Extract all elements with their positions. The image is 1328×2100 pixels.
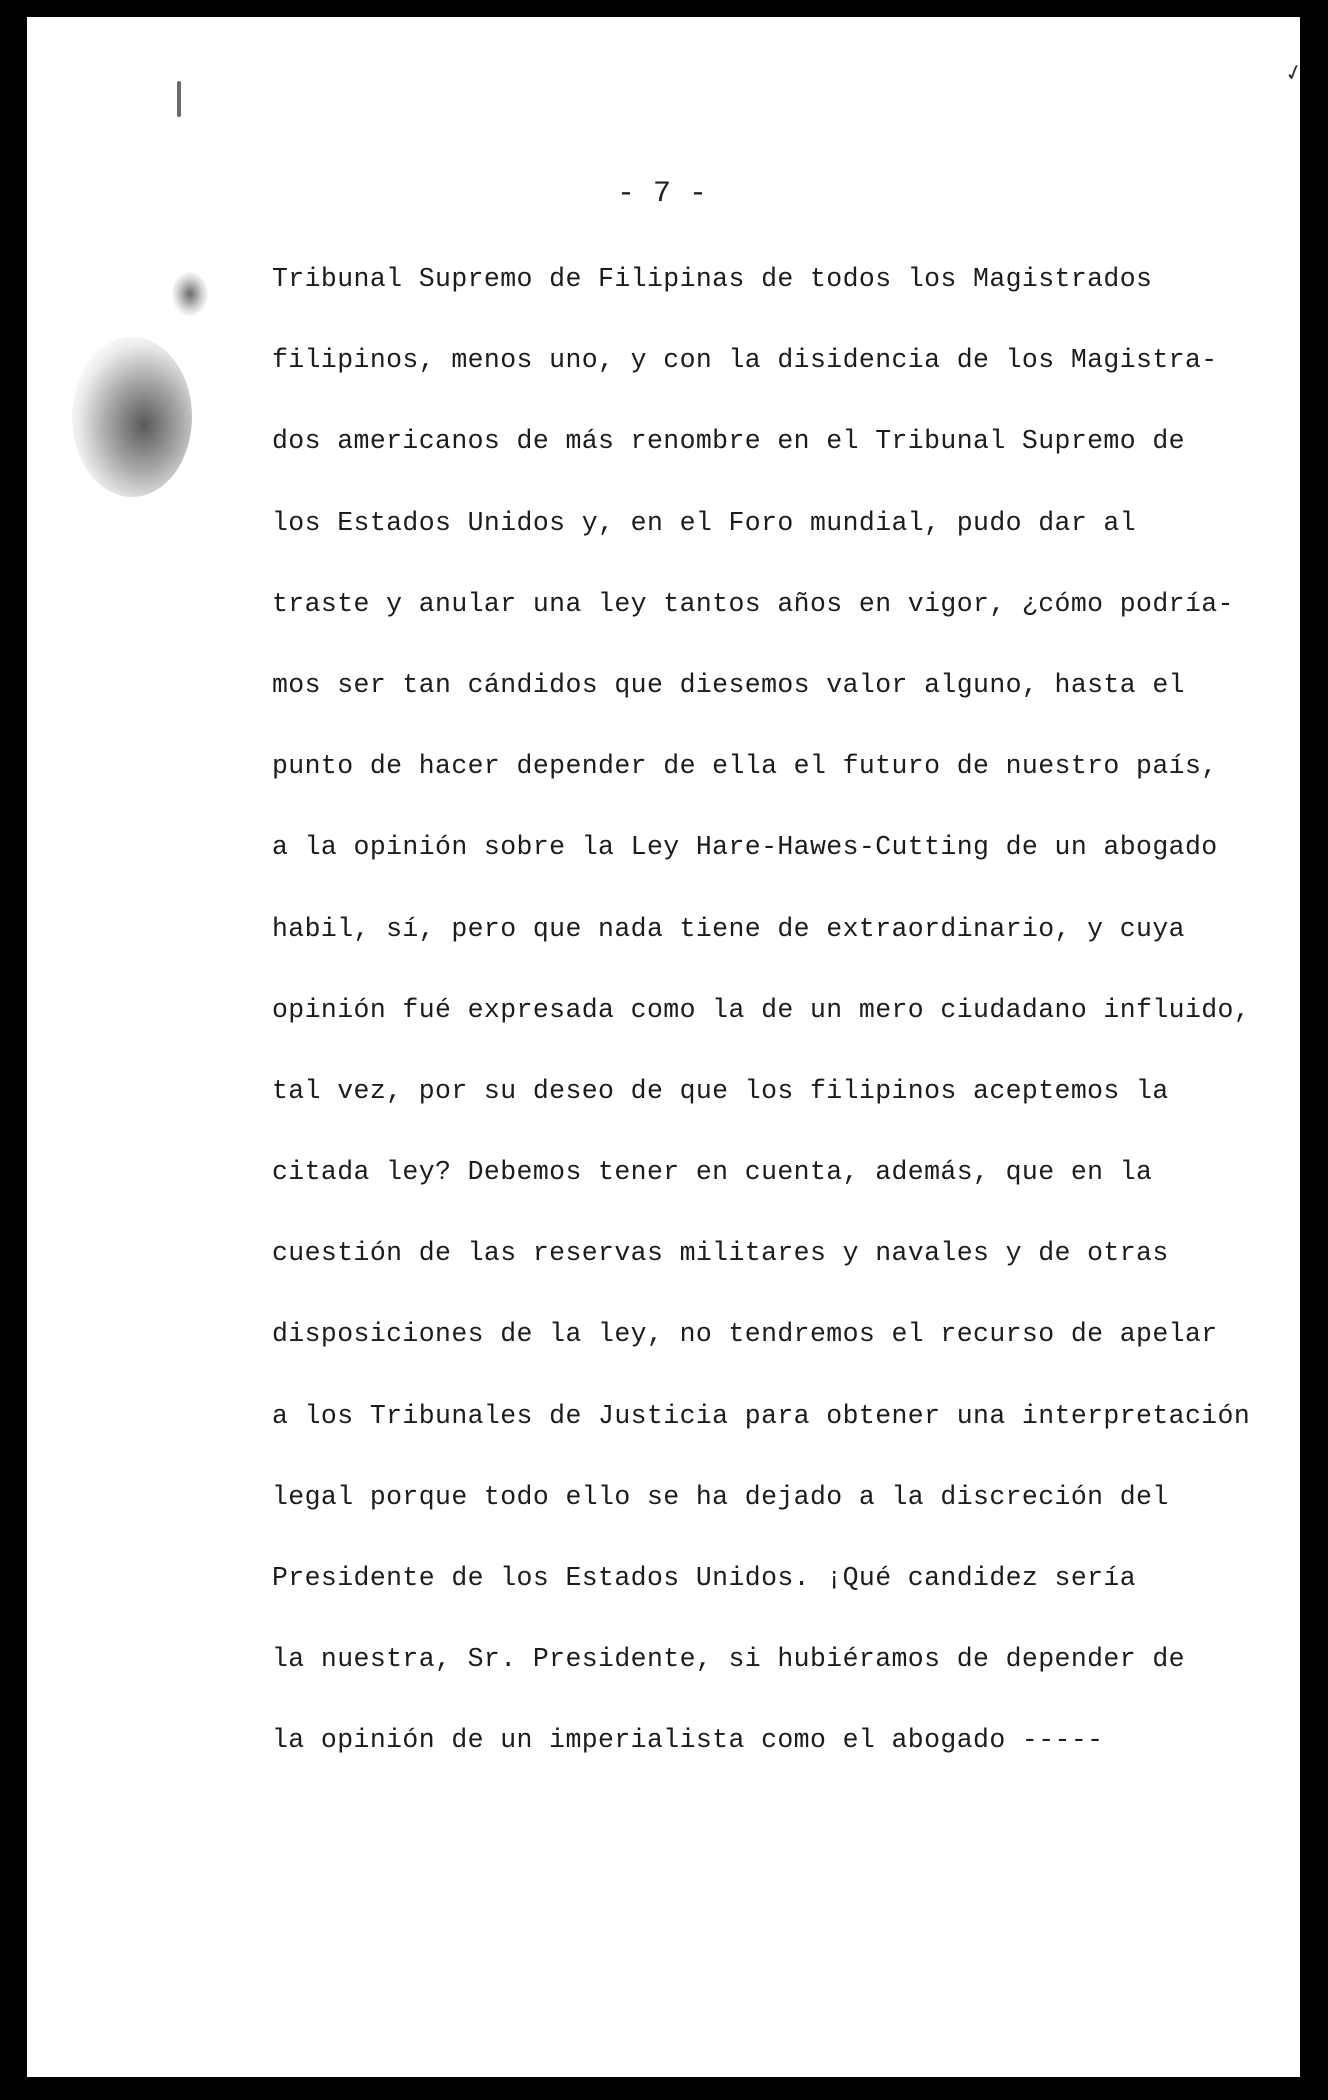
text-line: a los Tribunales de Justicia para obtener una interpretación <box>272 1400 1251 1431</box>
text-line: filipinos, menos uno, y con la disidencia de los Magistra- <box>272 345 1218 376</box>
text-line: opinión fué expresada como la de un mero ciudadano influido, <box>272 994 1251 1025</box>
text-line: dos americanos de más renombre en el Tribunal Supremo de <box>272 426 1185 457</box>
check-mark-icon: ✓ <box>1282 59 1307 88</box>
text-line: disposiciones de la ley, no tendremos el recurso de apelar <box>272 1319 1218 1350</box>
document-page <box>27 17 1307 2077</box>
text-line: cuestión de las reservas militares y navales y de otras <box>272 1238 1169 1269</box>
text-line: la opinión de un imperialista como el abogado ----- <box>272 1725 1104 1756</box>
text-line: punto de hacer depender de ella el futuro de nuestro país, <box>272 751 1218 782</box>
page-number: - 7 - <box>616 177 707 211</box>
text-line: habil, sí, pero que nada tiene de extraordinario, y cuya <box>272 913 1185 944</box>
text-line: mos ser tan cándidos que diesemos valor alguno, hasta el <box>272 669 1185 700</box>
text-line: citada ley? Debemos tener en cuenta, además, que en la <box>272 1157 1153 1188</box>
text-line: tal vez, por su deseo de que los filipinos aceptemos la <box>272 1075 1169 1106</box>
binding-mark <box>177 81 181 117</box>
ink-smudge <box>72 337 192 497</box>
text-line: Tribunal Supremo de Filipinas de todos los Magistrados <box>272 264 1153 294</box>
text-line: Presidente de los Estados Unidos. ¡Qué candidez sería <box>272 1563 1137 1593</box>
text-line: legal porque todo ello se ha dejado a la discreción del <box>272 1481 1169 1512</box>
text-line: a la opinión sobre la Ley Hare-Hawes-Cutting de un abogado <box>272 832 1218 863</box>
body-text <box>272 255 1272 1798</box>
ink-spot <box>172 272 208 316</box>
text-line: traste y anular una ley tantos años en vigor, ¿cómo podría- <box>272 588 1234 619</box>
text-line: la nuestra, Sr. Presidente, si hubiéramos de depender de <box>272 1644 1185 1675</box>
text-line: los Estados Unidos y, en el Foro mundial, pudo dar al <box>272 507 1137 538</box>
